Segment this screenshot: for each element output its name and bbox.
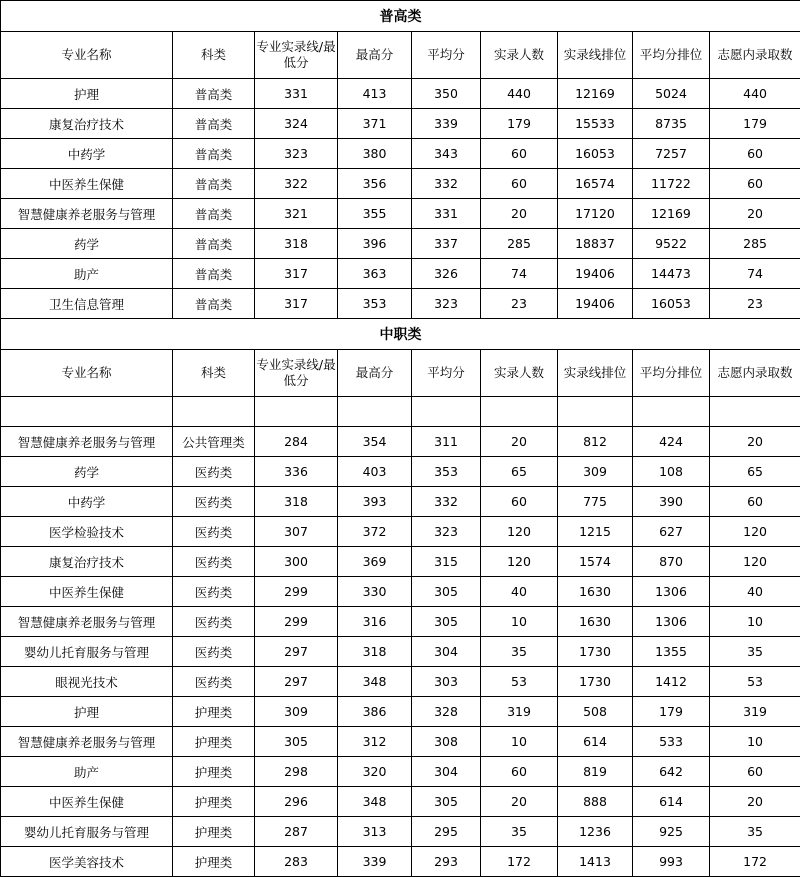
- cell-major-name: 婴幼儿托育服务与管理: [1, 637, 173, 667]
- cell-admitted-count: 20: [481, 199, 558, 229]
- cell-in-preference-count: 35: [710, 637, 800, 667]
- column-header-avg-rank: 平均分排位: [633, 350, 710, 397]
- cell-category: 医药类: [173, 487, 255, 517]
- cell-avg-score: 304: [412, 757, 481, 787]
- cell-line-rank: 19406: [558, 289, 633, 319]
- column-header-avg-score: 平均分: [412, 350, 481, 397]
- cell-line-rank: 812: [558, 427, 633, 457]
- cell-in-preference-count: 319: [710, 697, 800, 727]
- cell-avg-score: 350: [412, 79, 481, 109]
- cell-admitted-count: 10: [481, 607, 558, 637]
- cell-in-preference-count: 53: [710, 667, 800, 697]
- cell-category: 医药类: [173, 637, 255, 667]
- cell-avg-score: 326: [412, 259, 481, 289]
- cell-avg-rank: 8735: [633, 109, 710, 139]
- cell-admitted-count: 20: [481, 787, 558, 817]
- cell-max-score: 363: [338, 259, 412, 289]
- cell-avg-rank: 993: [633, 847, 710, 877]
- cell-avg-score: 295: [412, 817, 481, 847]
- cell-admission-line: 297: [255, 637, 338, 667]
- cell-avg-score: 308: [412, 727, 481, 757]
- cell-admission-line: 307: [255, 517, 338, 547]
- cell-in-preference-count: 120: [710, 517, 800, 547]
- cell-admitted-count: 60: [481, 757, 558, 787]
- cell-avg-score: 305: [412, 607, 481, 637]
- column-header-in-preference-count: 志愿内录取数: [710, 350, 800, 397]
- cell-category: 公共管理类: [173, 427, 255, 457]
- column-header-line-rank: 实录线排位: [558, 350, 633, 397]
- cell-max-score: 320: [338, 757, 412, 787]
- column-header-category: 科类: [173, 350, 255, 397]
- cell-major-name: 智慧健康养老服务与管理: [1, 607, 173, 637]
- cell-in-preference-count: 10: [710, 727, 800, 757]
- cell-avg-score: [412, 397, 481, 427]
- cell-major-name: 助产: [1, 757, 173, 787]
- cell-max-score: 396: [338, 229, 412, 259]
- cell-avg-rank: 533: [633, 727, 710, 757]
- table-row: [1, 457, 800, 487]
- cell-in-preference-count: 120: [710, 547, 800, 577]
- cell-line-rank: 1630: [558, 577, 633, 607]
- cell-admitted-count: 172: [481, 847, 558, 877]
- cell-in-preference-count: 60: [710, 487, 800, 517]
- table-row: [1, 199, 800, 229]
- cell-line-rank: 15533: [558, 109, 633, 139]
- cell-avg-score: 305: [412, 787, 481, 817]
- cell-line-rank: 1574: [558, 547, 633, 577]
- cell-admitted-count: 60: [481, 139, 558, 169]
- column-header-admission-line: 专业实录线/最低分: [255, 350, 338, 397]
- table-row: [1, 697, 800, 727]
- cell-avg-score: 304: [412, 637, 481, 667]
- cell-admitted-count: [481, 397, 558, 427]
- cell-in-preference-count: 179: [710, 109, 800, 139]
- cell-max-score: 356: [338, 169, 412, 199]
- cell-category: 普高类: [173, 259, 255, 289]
- table-row: [1, 169, 800, 199]
- cell-avg-rank: 870: [633, 547, 710, 577]
- cell-admitted-count: 285: [481, 229, 558, 259]
- cell-avg-rank: 424: [633, 427, 710, 457]
- cell-admission-line: 323: [255, 139, 338, 169]
- cell-in-preference-count: 20: [710, 787, 800, 817]
- section-title-row: [1, 319, 800, 350]
- cell-line-rank: 17120: [558, 199, 633, 229]
- cell-category: 护理类: [173, 817, 255, 847]
- cell-admitted-count: 120: [481, 547, 558, 577]
- cell-major-name: 助产: [1, 259, 173, 289]
- cell-major-name: 智慧健康养老服务与管理: [1, 427, 173, 457]
- cell-major-name: 医学美容技术: [1, 847, 173, 877]
- cell-max-score: 318: [338, 637, 412, 667]
- cell-line-rank: 614: [558, 727, 633, 757]
- cell-admitted-count: 440: [481, 79, 558, 109]
- cell-category: 医药类: [173, 517, 255, 547]
- cell-admission-line: 324: [255, 109, 338, 139]
- column-header-category: 科类: [173, 32, 255, 79]
- cell-in-preference-count: 285: [710, 229, 800, 259]
- cell-major-name: 卫生信息管理: [1, 289, 173, 319]
- cell-admission-line: 300: [255, 547, 338, 577]
- cell-avg-rank: 627: [633, 517, 710, 547]
- cell-line-rank: 16053: [558, 139, 633, 169]
- cell-admitted-count: 60: [481, 169, 558, 199]
- cell-major-name: 中医养生保健: [1, 577, 173, 607]
- header-row: [1, 350, 800, 397]
- cell-max-score: 393: [338, 487, 412, 517]
- cell-major-name: 中医养生保健: [1, 787, 173, 817]
- cell-admitted-count: 120: [481, 517, 558, 547]
- table-row: [1, 727, 800, 757]
- cell-major-name: 药学: [1, 457, 173, 487]
- cell-max-score: 348: [338, 667, 412, 697]
- cell-max-score: 354: [338, 427, 412, 457]
- cell-line-rank: 309: [558, 457, 633, 487]
- cell-avg-score: 332: [412, 487, 481, 517]
- cell-max-score: 372: [338, 517, 412, 547]
- cell-avg-rank: 9522: [633, 229, 710, 259]
- cell-admission-line: 317: [255, 289, 338, 319]
- column-header-admission-line: 专业实录线/最低分: [255, 32, 338, 79]
- cell-admission-line: 318: [255, 229, 338, 259]
- cell-major-name: 康复治疗技术: [1, 109, 173, 139]
- cell-admitted-count: 60: [481, 487, 558, 517]
- cell-in-preference-count: 20: [710, 199, 800, 229]
- cell-admitted-count: 10: [481, 727, 558, 757]
- cell-line-rank: 18837: [558, 229, 633, 259]
- cell-admission-line: 298: [255, 757, 338, 787]
- table-row: [1, 397, 800, 427]
- cell-in-preference-count: 60: [710, 757, 800, 787]
- table-row: [1, 289, 800, 319]
- cell-avg-rank: 5024: [633, 79, 710, 109]
- cell-line-rank: 1236: [558, 817, 633, 847]
- column-header-major-name: 专业名称: [1, 32, 173, 79]
- cell-line-rank: 1215: [558, 517, 633, 547]
- cell-category: 普高类: [173, 109, 255, 139]
- cell-max-score: 348: [338, 787, 412, 817]
- table-row: [1, 547, 800, 577]
- cell-max-score: 380: [338, 139, 412, 169]
- cell-admission-line: 305: [255, 727, 338, 757]
- column-header-max-score: 最高分: [338, 350, 412, 397]
- column-header-line-rank: 实录线排位: [558, 32, 633, 79]
- cell-line-rank: 888: [558, 787, 633, 817]
- cell-avg-score: 315: [412, 547, 481, 577]
- cell-avg-rank: 14473: [633, 259, 710, 289]
- cell-category: 普高类: [173, 79, 255, 109]
- cell-admitted-count: 40: [481, 577, 558, 607]
- cell-admitted-count: 179: [481, 109, 558, 139]
- cell-in-preference-count: 23: [710, 289, 800, 319]
- table-body: [1, 1, 800, 877]
- cell-line-rank: 775: [558, 487, 633, 517]
- cell-avg-score: 332: [412, 169, 481, 199]
- cell-admitted-count: 35: [481, 817, 558, 847]
- cell-line-rank: 1730: [558, 637, 633, 667]
- cell-admission-line: 299: [255, 577, 338, 607]
- cell-category: 护理类: [173, 847, 255, 877]
- cell-admission-line: 287: [255, 817, 338, 847]
- cell-category: 护理类: [173, 757, 255, 787]
- cell-avg-score: 303: [412, 667, 481, 697]
- column-header-admitted-count: 实录人数: [481, 350, 558, 397]
- cell-admission-line: 331: [255, 79, 338, 109]
- table-row: [1, 229, 800, 259]
- cell-major-name: 智慧健康养老服务与管理: [1, 199, 173, 229]
- cell-max-score: 312: [338, 727, 412, 757]
- cell-avg-rank: 1306: [633, 577, 710, 607]
- cell-admitted-count: 35: [481, 637, 558, 667]
- cell-max-score: 355: [338, 199, 412, 229]
- cell-avg-rank: 16053: [633, 289, 710, 319]
- cell-line-rank: 19406: [558, 259, 633, 289]
- cell-category: 护理类: [173, 697, 255, 727]
- table-row: [1, 427, 800, 457]
- column-header-in-preference-count: 志愿内录取数: [710, 32, 800, 79]
- table-row: [1, 517, 800, 547]
- cell-line-rank: [558, 397, 633, 427]
- cell-admission-line: 284: [255, 427, 338, 457]
- cell-major-name: 中医养生保健: [1, 169, 173, 199]
- cell-in-preference-count: 440: [710, 79, 800, 109]
- cell-major-name: [1, 397, 173, 427]
- cell-max-score: 413: [338, 79, 412, 109]
- cell-major-name: 中药学: [1, 487, 173, 517]
- cell-admitted-count: 20: [481, 427, 558, 457]
- cell-avg-score: 343: [412, 139, 481, 169]
- column-header-max-score: 最高分: [338, 32, 412, 79]
- cell-major-name: 康复治疗技术: [1, 547, 173, 577]
- table-row: [1, 109, 800, 139]
- cell-category: 普高类: [173, 289, 255, 319]
- cell-category: 医药类: [173, 577, 255, 607]
- section-title-row: [1, 1, 800, 32]
- table-row: [1, 259, 800, 289]
- cell-line-rank: 1630: [558, 607, 633, 637]
- cell-avg-score: 323: [412, 517, 481, 547]
- table-row: [1, 787, 800, 817]
- column-header-avg-score: 平均分: [412, 32, 481, 79]
- cell-avg-score: 305: [412, 577, 481, 607]
- cell-category: 普高类: [173, 139, 255, 169]
- table-row: [1, 847, 800, 877]
- cell-avg-score: 337: [412, 229, 481, 259]
- cell-avg-rank: 12169: [633, 199, 710, 229]
- cell-category: 医药类: [173, 607, 255, 637]
- cell-admitted-count: 74: [481, 259, 558, 289]
- cell-in-preference-count: 74: [710, 259, 800, 289]
- cell-in-preference-count: 60: [710, 139, 800, 169]
- cell-category: [173, 397, 255, 427]
- cell-line-rank: 1413: [558, 847, 633, 877]
- table-row: [1, 667, 800, 697]
- cell-max-score: 339: [338, 847, 412, 877]
- header-row: [1, 32, 800, 79]
- cell-avg-score: 328: [412, 697, 481, 727]
- cell-avg-rank: [633, 397, 710, 427]
- table-row: [1, 637, 800, 667]
- cell-category: 普高类: [173, 199, 255, 229]
- cell-line-rank: 819: [558, 757, 633, 787]
- cell-max-score: 371: [338, 109, 412, 139]
- cell-avg-rank: 1306: [633, 607, 710, 637]
- cell-in-preference-count: 20: [710, 427, 800, 457]
- cell-admission-line: 309: [255, 697, 338, 727]
- cell-major-name: 护理: [1, 697, 173, 727]
- cell-major-name: 智慧健康养老服务与管理: [1, 727, 173, 757]
- column-header-major-name: 专业名称: [1, 350, 173, 397]
- cell-major-name: 医学检验技术: [1, 517, 173, 547]
- cell-in-preference-count: 60: [710, 169, 800, 199]
- cell-category: 医药类: [173, 547, 255, 577]
- table-row: [1, 79, 800, 109]
- cell-admission-line: [255, 397, 338, 427]
- cell-in-preference-count: 10: [710, 607, 800, 637]
- cell-avg-score: 323: [412, 289, 481, 319]
- table-row: [1, 607, 800, 637]
- cell-admitted-count: 65: [481, 457, 558, 487]
- cell-avg-rank: 108: [633, 457, 710, 487]
- cell-in-preference-count: 35: [710, 817, 800, 847]
- cell-category: 普高类: [173, 229, 255, 259]
- cell-avg-score: 293: [412, 847, 481, 877]
- cell-admission-line: 322: [255, 169, 338, 199]
- cell-line-rank: 16574: [558, 169, 633, 199]
- cell-avg-rank: 1355: [633, 637, 710, 667]
- cell-max-score: 386: [338, 697, 412, 727]
- cell-line-rank: 508: [558, 697, 633, 727]
- cell-max-score: 316: [338, 607, 412, 637]
- cell-admission-line: 336: [255, 457, 338, 487]
- cell-avg-rank: 1412: [633, 667, 710, 697]
- table-row: [1, 139, 800, 169]
- cell-in-preference-count: 65: [710, 457, 800, 487]
- cell-max-score: 369: [338, 547, 412, 577]
- section-title: 中职类: [1, 319, 800, 350]
- cell-avg-rank: 390: [633, 487, 710, 517]
- cell-avg-rank: 179: [633, 697, 710, 727]
- cell-max-score: 313: [338, 817, 412, 847]
- cell-category: 护理类: [173, 727, 255, 757]
- cell-max-score: 353: [338, 289, 412, 319]
- cell-admission-line: 318: [255, 487, 338, 517]
- column-header-avg-rank: 平均分排位: [633, 32, 710, 79]
- cell-major-name: 眼视光技术: [1, 667, 173, 697]
- section-title: 普高类: [1, 1, 800, 32]
- cell-admitted-count: 53: [481, 667, 558, 697]
- cell-in-preference-count: 40: [710, 577, 800, 607]
- cell-major-name: 药学: [1, 229, 173, 259]
- cell-admitted-count: 319: [481, 697, 558, 727]
- cell-category: 医药类: [173, 457, 255, 487]
- table-row: [1, 757, 800, 787]
- cell-major-name: 护理: [1, 79, 173, 109]
- cell-admission-line: 283: [255, 847, 338, 877]
- cell-admission-line: 299: [255, 607, 338, 637]
- cell-in-preference-count: 172: [710, 847, 800, 877]
- cell-avg-rank: 925: [633, 817, 710, 847]
- cell-admission-line: 321: [255, 199, 338, 229]
- cell-avg-rank: 642: [633, 757, 710, 787]
- cell-avg-score: 353: [412, 457, 481, 487]
- cell-major-name: 婴幼儿托育服务与管理: [1, 817, 173, 847]
- cell-admission-line: 297: [255, 667, 338, 697]
- cell-avg-score: 311: [412, 427, 481, 457]
- cell-in-preference-count: [710, 397, 800, 427]
- cell-line-rank: 1730: [558, 667, 633, 697]
- cell-admitted-count: 23: [481, 289, 558, 319]
- column-header-admitted-count: 实录人数: [481, 32, 558, 79]
- cell-avg-rank: 11722: [633, 169, 710, 199]
- cell-avg-score: 339: [412, 109, 481, 139]
- cell-line-rank: 12169: [558, 79, 633, 109]
- cell-category: 医药类: [173, 667, 255, 697]
- cell-admission-line: 296: [255, 787, 338, 817]
- cell-avg-rank: 614: [633, 787, 710, 817]
- cell-category: 护理类: [173, 787, 255, 817]
- cell-admission-line: 317: [255, 259, 338, 289]
- table-row: [1, 817, 800, 847]
- cell-max-score: 403: [338, 457, 412, 487]
- cell-max-score: 330: [338, 577, 412, 607]
- cell-major-name: 中药学: [1, 139, 173, 169]
- cell-max-score: [338, 397, 412, 427]
- cell-category: 普高类: [173, 169, 255, 199]
- cell-avg-score: 331: [412, 199, 481, 229]
- cell-avg-rank: 7257: [633, 139, 710, 169]
- table-row: [1, 487, 800, 517]
- table-row: [1, 577, 800, 607]
